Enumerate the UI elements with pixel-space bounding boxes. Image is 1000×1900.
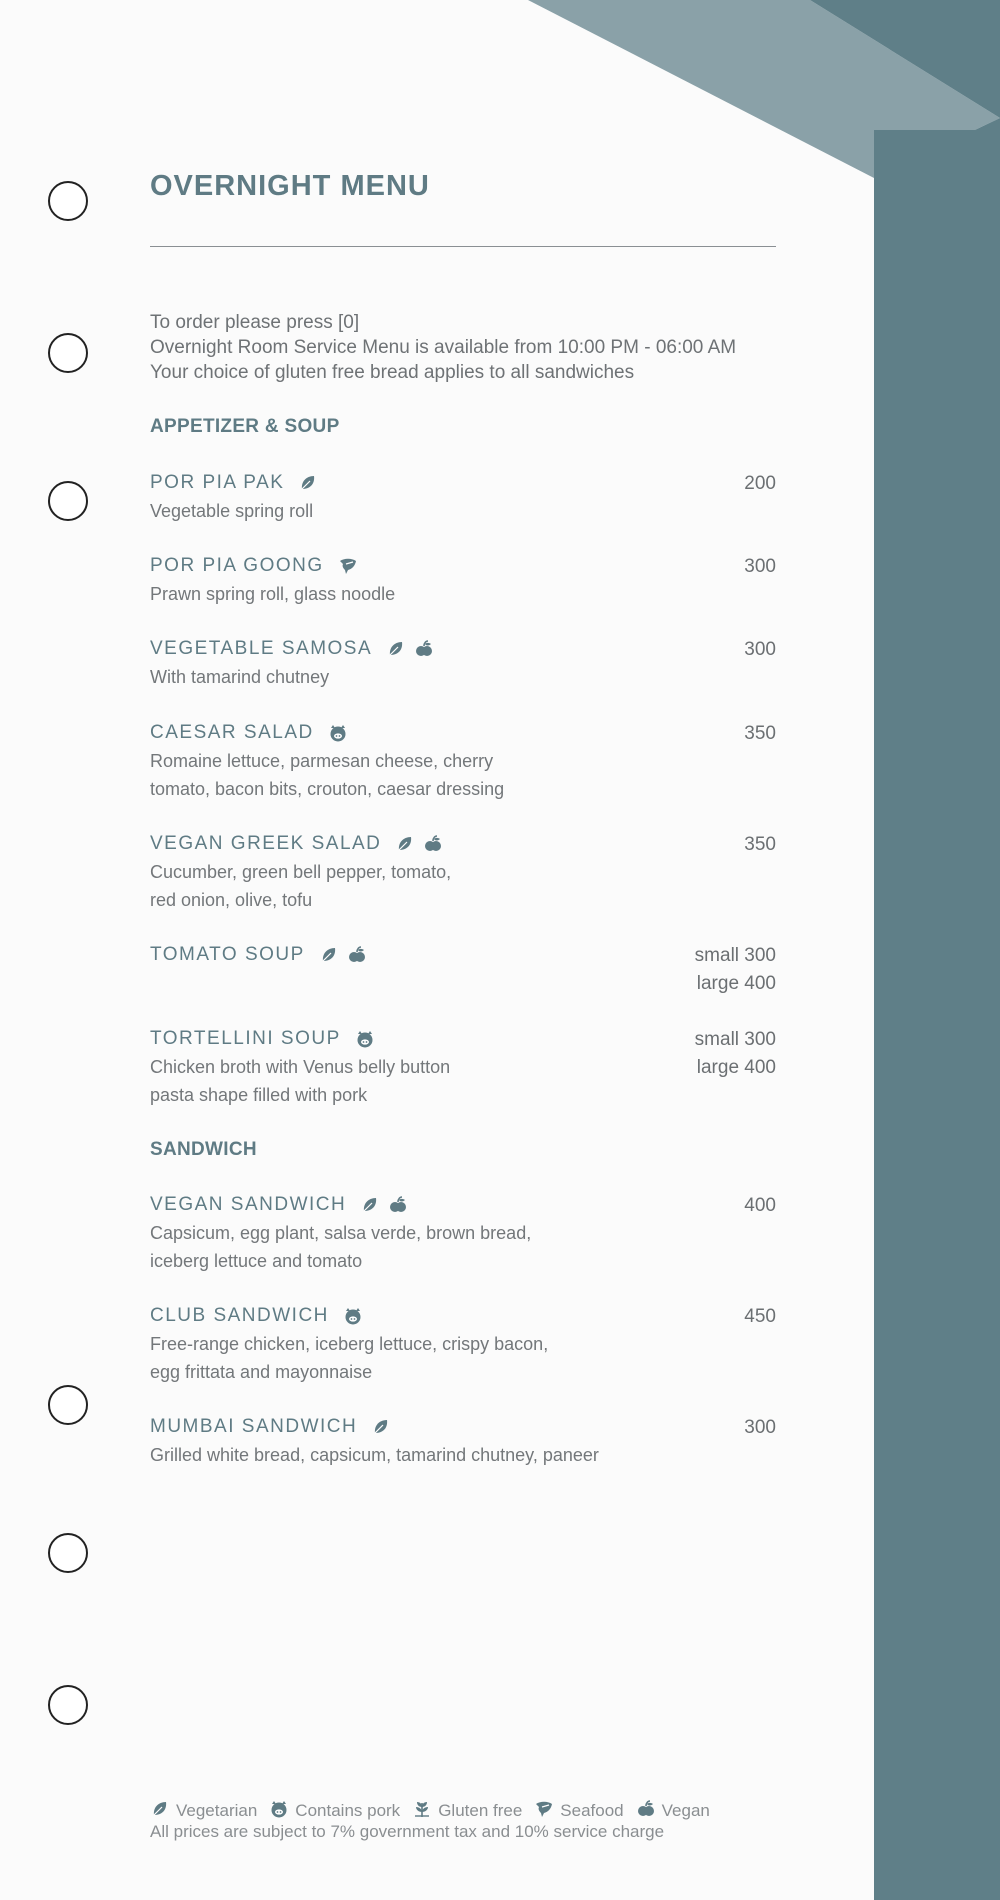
legend-item: [150, 1799, 257, 1824]
item-price: [744, 1192, 776, 1220]
vegan-icon: [636, 1799, 656, 1819]
item-price: [744, 553, 776, 581]
binder-hole: [48, 1685, 88, 1725]
item-name: TOMATO SOUP: [150, 944, 305, 965]
item-description: [150, 1219, 776, 1275]
price-value: large 400: [696, 973, 776, 994]
title-divider: [150, 246, 776, 247]
item-name: VEGAN GREEK SALAD: [150, 833, 382, 854]
item-price: [744, 1303, 776, 1331]
desc-line: Prawn spring roll, glass noodle: [150, 584, 396, 604]
desc-line: Grilled white bread, capsicum, tamarind chutney, paneer: [150, 1445, 599, 1465]
item-price: [744, 720, 776, 748]
right-side-band: [874, 130, 1000, 1900]
legend-item: [534, 1799, 623, 1824]
item-description: [150, 858, 776, 914]
price-value: 200: [744, 473, 776, 494]
desc-line: Free-range chicken, iceberg lettuce, crispy bacon,: [150, 1334, 549, 1354]
legend-icon: [534, 1799, 554, 1824]
pork-icon: [355, 1029, 375, 1049]
seafood-icon: [534, 1799, 554, 1819]
legend-item: [412, 1799, 522, 1824]
vegetarian-icon: [319, 945, 339, 965]
intro-line: To order please press [0]: [150, 312, 360, 333]
binder-hole: [48, 333, 88, 373]
price-value: 300: [744, 556, 776, 577]
price-value: 350: [744, 834, 776, 855]
legend-icon: [150, 1799, 170, 1824]
menu-item: [150, 942, 776, 994]
vegan-icon: [388, 1195, 408, 1215]
item-name: CLUB SANDWICH: [150, 1305, 329, 1326]
pork-icon: [343, 1306, 363, 1326]
desc-line: Cucumber, green bell pepper, tomato,: [150, 862, 452, 882]
legend-item: [269, 1799, 400, 1824]
item-name: VEGAN SANDWICH: [150, 1194, 347, 1215]
item-price: [695, 942, 776, 998]
price-value: small 300: [694, 945, 776, 966]
binder-hole: [48, 1533, 88, 1573]
gluten-free-icon: [412, 1799, 432, 1819]
item-icons: [298, 473, 318, 493]
item-icons: [343, 1306, 363, 1326]
menu-item: [150, 1303, 776, 1386]
item-description: [150, 747, 776, 803]
item-price: [744, 831, 776, 859]
price-value: large 400: [696, 1057, 776, 1078]
vegetarian-icon: [395, 834, 415, 854]
pork-icon: [328, 723, 348, 743]
legend-label: Contains pork: [295, 1801, 401, 1820]
menu-item: [150, 553, 776, 608]
menu-item: [150, 470, 776, 525]
legend-icon: [269, 1799, 289, 1824]
legend-icon: [412, 1799, 432, 1824]
desc-line: Vegetable spring roll: [150, 501, 314, 521]
item-icons: [328, 723, 348, 743]
menu-item: [150, 1026, 776, 1109]
item-icons: [360, 1195, 408, 1215]
binder-hole: [48, 181, 88, 221]
binder-hole: [48, 481, 88, 521]
desc-line: red onion, olive, tofu: [150, 890, 313, 910]
intro-text: [150, 310, 736, 385]
item-icons: [395, 834, 443, 854]
item-name: POR PIA GOONG: [150, 555, 324, 576]
legend: [150, 1798, 716, 1842]
vegetarian-icon: [371, 1417, 391, 1437]
vegan-icon: [423, 834, 443, 854]
desc-line: With tamarind chutney: [150, 667, 330, 687]
vegetarian-icon: [386, 639, 406, 659]
legend-icon: [636, 1799, 656, 1824]
menu-item: [150, 1192, 776, 1275]
intro-line: Your choice of gluten free bread applies to all sandwiches: [150, 362, 635, 383]
binder-hole: [48, 1385, 88, 1425]
vegetarian-icon: [360, 1195, 380, 1215]
desc-line: tomato, bacon bits, crouton, caesar dressing: [150, 779, 505, 799]
vegetarian-icon: [298, 473, 318, 493]
desc-line: Chicken broth with Venus belly button: [150, 1057, 451, 1077]
page-title: OVERNIGHT MENU: [150, 170, 430, 202]
item-description: [150, 497, 776, 525]
desc-line: egg frittata and mayonnaise: [150, 1362, 373, 1382]
intro-line: Overnight Room Service Menu is available from 10:00 PM - 06:00 AM: [150, 337, 737, 358]
price-value: small 300: [694, 1029, 776, 1050]
legend-item: [636, 1799, 710, 1824]
item-icons: [355, 1029, 375, 1049]
item-price: [695, 1026, 776, 1082]
legend-label: Seafood: [560, 1801, 624, 1820]
price-value: 300: [744, 1417, 776, 1438]
price-value: 450: [744, 1306, 776, 1327]
item-price: [744, 1414, 776, 1442]
menu-item: [150, 720, 776, 803]
vegan-icon: [414, 639, 434, 659]
menu-item: [150, 636, 776, 691]
price-value: 350: [744, 723, 776, 744]
menu-item: [150, 1414, 776, 1469]
seafood-icon: [338, 556, 358, 576]
desc-line: pasta shape filled with pork: [150, 1085, 368, 1105]
item-name: MUMBAI SANDWICH: [150, 1416, 358, 1437]
price-value: 300: [744, 639, 776, 660]
item-description: [150, 1330, 776, 1386]
desc-line: Romaine lettuce, parmesan cheese, cherry: [150, 751, 494, 771]
legend-label: Vegan: [661, 1801, 710, 1820]
item-description: [150, 663, 776, 691]
item-icons: [371, 1417, 391, 1437]
pork-icon: [269, 1799, 289, 1819]
item-description: [150, 580, 776, 608]
desc-line: Capsicum, egg plant, salsa verde, brown bread,: [150, 1223, 532, 1243]
vegan-icon: [347, 945, 367, 965]
item-icons: [338, 556, 358, 576]
item-name: POR PIA PAK: [150, 472, 285, 493]
item-description: [150, 1441, 776, 1469]
legend-row: [150, 1798, 716, 1824]
item-icons: [319, 945, 367, 965]
top-corner-band: [0, 0, 1000, 190]
item-price: [744, 470, 776, 498]
item-name: TORTELLINI SOUP: [150, 1028, 341, 1049]
price-value: 400: [744, 1195, 776, 1216]
legend-label: Vegetarian: [176, 1801, 258, 1820]
section-heading-sandwich: SANDWICH: [150, 1139, 257, 1160]
item-description: [150, 1053, 776, 1109]
item-name: CAESAR SALAD: [150, 722, 314, 743]
vegetarian-icon: [150, 1799, 170, 1819]
item-name: VEGETABLE SAMOSA: [150, 638, 373, 659]
legend-label: Gluten free: [438, 1801, 523, 1820]
section-heading-appetizer-soup: APPETIZER & SOUP: [150, 416, 340, 437]
desc-line: iceberg lettuce and tomato: [150, 1251, 363, 1271]
footnote: All prices are subject to 7% government tax and 10% service charge: [150, 1822, 665, 1841]
menu-item: [150, 831, 776, 914]
item-price: [744, 636, 776, 664]
item-icons: [386, 639, 434, 659]
